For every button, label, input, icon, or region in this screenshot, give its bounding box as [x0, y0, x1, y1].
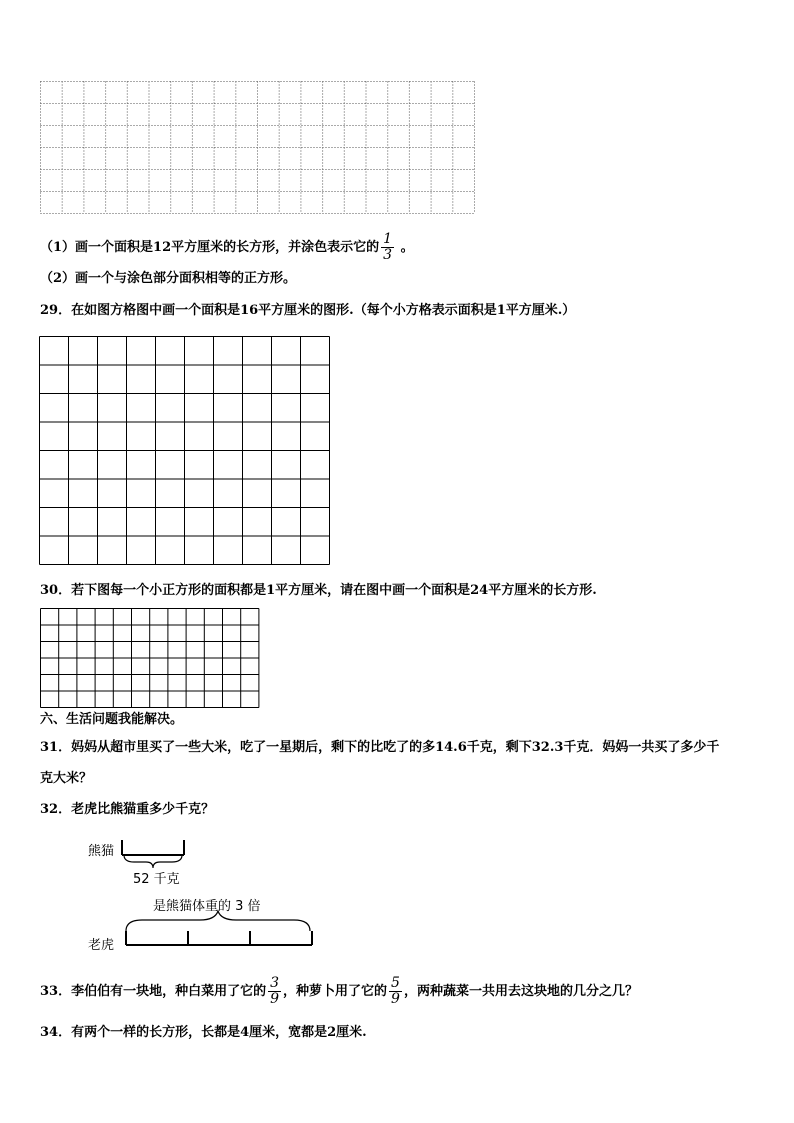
fraction-denominator: 3 — [383, 247, 393, 263]
tiger-caption: 是熊猫体重的 3 倍 — [153, 899, 261, 914]
weight-diagram — [120, 835, 320, 947]
q33-prefix: 33．李伯伯有一块地，种白菜用了它的 — [40, 984, 267, 999]
q32-text: 32．老虎比熊猫重多少千克？ — [40, 802, 215, 817]
fraction-three-ninths — [268, 976, 281, 1007]
q28-part1 — [40, 232, 414, 263]
tiger-label: 老虎 — [88, 938, 115, 953]
panda-brace — [124, 855, 182, 868]
fraction-denominator: 9 — [270, 991, 280, 1007]
q33-text — [40, 976, 638, 1007]
q33-suffix: ，两种蔬菜一共用去这块地的几分之几？ — [403, 984, 638, 999]
panda-weight-label: 52 千克 — [133, 872, 180, 887]
square-grid-q29 — [39, 336, 332, 567]
q31-line2: 克大米？ — [40, 771, 93, 786]
q28-part2: （2）画一个与涂色部分面积相等的正方形。 — [40, 271, 297, 286]
fraction-one-third — [381, 232, 394, 263]
q34-text: 34．有两个一样的长方形，长都是4厘米，宽都是2厘米. — [40, 1025, 367, 1040]
q30-text: 30．若下图每一个小正方形的面积都是1平方厘米，请在图中画一个面积是24平方厘米的长方形. — [40, 583, 597, 598]
fraction-five-ninths — [389, 976, 402, 1007]
fraction-numerator: 1 — [383, 231, 393, 247]
q28-part1-suffix: 。 — [400, 240, 414, 255]
q33-middle: ，种萝卜用了它的 — [283, 984, 388, 999]
panda-label: 熊猫 — [88, 844, 115, 859]
q31-line1: 31．妈妈从超市里买了一些大米，吃了一星期后，剩下的比吃了的多14.6千克，剩下32.3千克．妈妈一共买了多少千 — [40, 740, 720, 755]
q29-text: 29．在如图方格图中画一个面积是16平方厘米的图形.（每个小方格表示面积是1平方厘米.） — [40, 303, 576, 318]
square-grid-q30 — [40, 608, 261, 710]
fraction-numerator: 3 — [270, 975, 280, 991]
fraction-denominator: 9 — [391, 991, 400, 1007]
q28-part1-prefix: （1）画一个面积是12平方厘米的长方形，并涂色表示它的 — [40, 240, 380, 255]
dotted-grid-q28 — [40, 81, 478, 215]
section-6-title: 六、生活问题我能解决。 — [40, 712, 184, 727]
fraction-numerator: 5 — [391, 975, 400, 991]
tiger-brace — [126, 911, 310, 931]
